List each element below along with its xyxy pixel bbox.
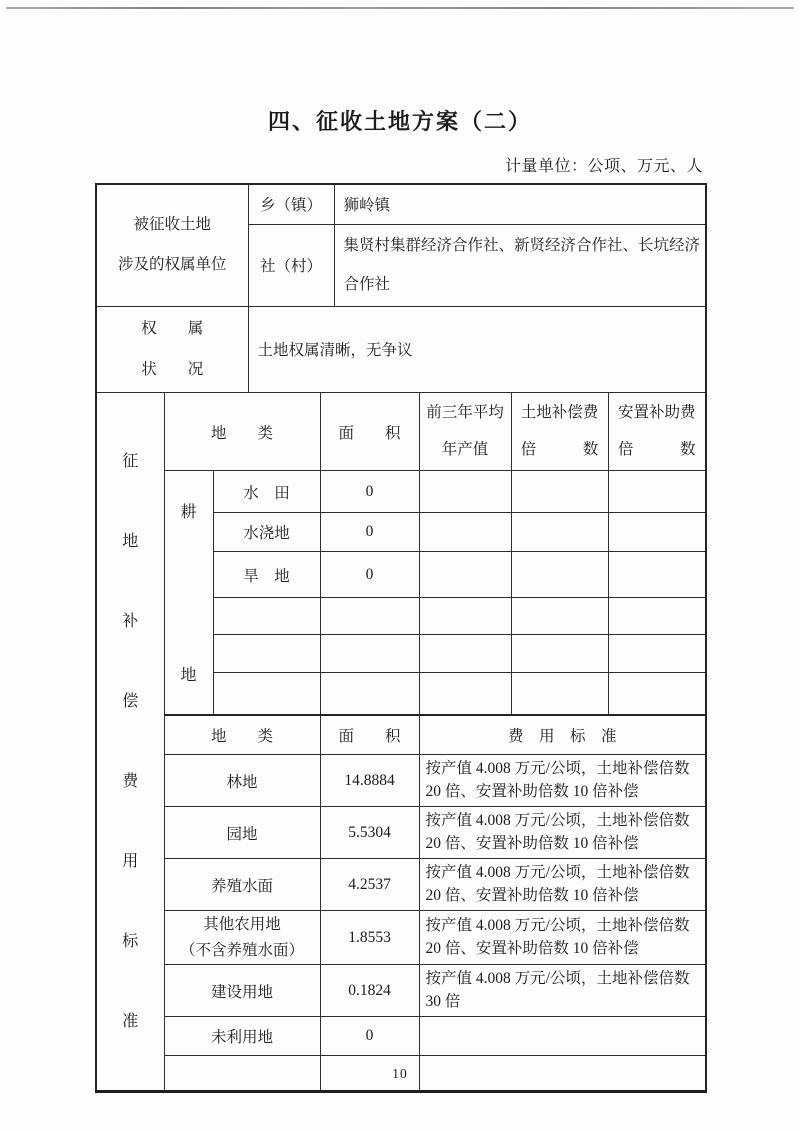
table-row bbox=[96, 965, 706, 1017]
table-row bbox=[96, 184, 706, 224]
t2-header-fee-standard: 费 用 标 准 bbox=[419, 715, 706, 755]
t1-header-land-comp-line2: 倍 数 bbox=[520, 440, 599, 458]
area-cell: 4.2537 bbox=[320, 859, 419, 911]
fee-standard-cell: 按产值 4.008 万元/公顷，土地补偿倍数 20 倍、安置补助倍数 10 倍补偿 bbox=[419, 755, 706, 807]
land-type-cell: 林地 bbox=[164, 755, 320, 807]
cultivated-land-group-label bbox=[164, 471, 213, 715]
area-cell: 0.1824 bbox=[320, 965, 419, 1017]
land-comp-cell bbox=[511, 598, 608, 635]
t1-header-avg-output-line2: 年产值 bbox=[441, 440, 489, 458]
fee-standard-cell: 按产值 4.008 万元/公顷，土地补偿倍数 30 倍 bbox=[419, 965, 706, 1017]
vertical-label-char: 补 bbox=[122, 612, 139, 630]
avg-output-cell bbox=[419, 471, 511, 513]
vertical-label-char: 标 bbox=[122, 932, 139, 950]
group-label-char: 耕 bbox=[180, 504, 197, 522]
table-row bbox=[96, 715, 706, 755]
t1-header-avg-output-line1: 前三年平均 bbox=[426, 404, 504, 422]
avg-output-cell bbox=[419, 673, 511, 715]
land-type-cell: 建设用地 bbox=[164, 965, 320, 1017]
table-row bbox=[96, 471, 706, 513]
land-comp-cell bbox=[511, 552, 608, 598]
land-type-cell: 未利用地 bbox=[164, 1017, 320, 1056]
land-type-cell: 水浇地 bbox=[213, 513, 320, 552]
tenure-status-label bbox=[96, 306, 248, 393]
t1-header-area: 面 积 bbox=[320, 393, 419, 471]
page-title: 四、征收土地方案（二） bbox=[267, 109, 532, 134]
land-comp-cell bbox=[511, 635, 608, 673]
resettle-cell bbox=[608, 635, 706, 673]
area-cell: 5.5304 bbox=[320, 807, 419, 859]
affected-owner-units-label-line2: 涉及的权属单位 bbox=[117, 256, 227, 274]
t1-header-land-compensation-multiplier bbox=[511, 393, 608, 471]
resettle-cell bbox=[608, 552, 706, 598]
t1-header-land-type: 地 类 bbox=[164, 393, 320, 471]
t1-header-resettle-line2: 倍 数 bbox=[618, 440, 696, 458]
land-type-line1: 其他农用地 bbox=[203, 916, 281, 934]
land-expropriation-table bbox=[95, 183, 707, 1093]
vertical-label-char: 地 bbox=[122, 532, 139, 550]
avg-output-cell bbox=[419, 635, 511, 673]
area-cell bbox=[320, 635, 419, 673]
group-label-char: 地 bbox=[180, 667, 197, 685]
land-type-cell bbox=[213, 673, 320, 715]
land-comp-cell bbox=[511, 513, 608, 552]
area-cell: 0 bbox=[320, 513, 419, 552]
fee-standard-cell: 按产值 4.008 万元/公顷，土地补偿倍数 20 倍、安置补助倍数 10 倍补偿 bbox=[419, 911, 706, 965]
area-cell: 1.8553 bbox=[320, 911, 419, 965]
table-row bbox=[96, 807, 706, 859]
table-row bbox=[96, 306, 706, 393]
township-value: 狮岭镇 bbox=[334, 184, 706, 224]
t2-header-area: 面 积 bbox=[320, 715, 419, 755]
vertical-label-char: 准 bbox=[122, 1012, 139, 1030]
fee-standard-cell: 按产值 4.008 万元/公顷，土地补偿倍数 20 倍、安置补助倍数 10 倍补偿 bbox=[419, 859, 706, 911]
table-row bbox=[96, 1017, 706, 1056]
tenure-status-value: 土地权属清晰，无争议 bbox=[248, 306, 706, 393]
affected-owner-units-label-line1: 被征收土地 bbox=[133, 215, 211, 233]
avg-output-cell bbox=[419, 552, 511, 598]
t2-header-land-type: 地 类 bbox=[164, 715, 320, 755]
area-cell bbox=[320, 598, 419, 635]
page-number: 10 bbox=[392, 1066, 408, 1081]
avg-output-cell bbox=[419, 598, 511, 635]
area-cell bbox=[320, 673, 419, 715]
vertical-label-char: 用 bbox=[122, 852, 139, 870]
measurement-unit-note: 计量单位：公项、万元、人 bbox=[504, 158, 703, 175]
fee-standard-cell bbox=[419, 1017, 706, 1056]
resettle-cell bbox=[608, 673, 706, 715]
vertical-label-char: 征 bbox=[122, 452, 139, 470]
compensation-section-vertical-label bbox=[96, 393, 164, 1092]
area-cell: 0 bbox=[320, 471, 419, 513]
land-type-line2: （不含养殖水面） bbox=[179, 941, 304, 959]
land-type-cell bbox=[213, 635, 320, 673]
scan-artifact-line bbox=[6, 7, 794, 9]
tenure-status-label-line2: 状 况 bbox=[141, 361, 204, 379]
fee-standard-cell: 按产值 4.008 万元/公顷，土地补偿倍数 20 倍、安置补助倍数 10 倍补偿 bbox=[419, 807, 706, 859]
tenure-status-label-line1: 权 属 bbox=[141, 319, 204, 337]
area-cell: 0 bbox=[320, 552, 419, 598]
area-cell: 0 bbox=[320, 1017, 419, 1056]
table-row bbox=[96, 393, 706, 471]
resettle-cell bbox=[608, 598, 706, 635]
village-value: 集贤村集群经济合作社、新贤经济合作社、长坑经济合作社 bbox=[334, 224, 706, 306]
land-comp-cell bbox=[511, 471, 608, 513]
land-type-cell bbox=[164, 911, 320, 965]
area-cell: 14.8884 bbox=[320, 755, 419, 807]
affected-owner-units-label bbox=[96, 184, 248, 306]
table-row bbox=[96, 859, 706, 911]
township-label: 乡（镇） bbox=[248, 184, 334, 224]
t1-header-resettle-line1: 安置补助费 bbox=[618, 404, 696, 422]
table-row bbox=[96, 755, 706, 807]
resettle-cell bbox=[608, 513, 706, 552]
land-comp-cell bbox=[511, 673, 608, 715]
resettle-cell bbox=[608, 471, 706, 513]
t1-header-land-comp-line1: 土地补偿费 bbox=[520, 404, 599, 422]
table-row bbox=[96, 911, 706, 965]
land-type-cell: 园地 bbox=[164, 807, 320, 859]
village-label: 社（村） bbox=[248, 224, 334, 306]
land-type-cell: 养殖水面 bbox=[164, 859, 320, 911]
vertical-label-char: 费 bbox=[122, 772, 139, 790]
t1-header-resettlement-multiplier bbox=[608, 393, 706, 471]
land-type-cell bbox=[213, 598, 320, 635]
land-type-cell: 水 田 bbox=[213, 471, 320, 513]
land-type-cell: 旱 地 bbox=[213, 552, 320, 598]
t1-header-avg-output bbox=[419, 393, 511, 471]
avg-output-cell bbox=[419, 513, 511, 552]
vertical-label-char: 偿 bbox=[122, 692, 139, 710]
